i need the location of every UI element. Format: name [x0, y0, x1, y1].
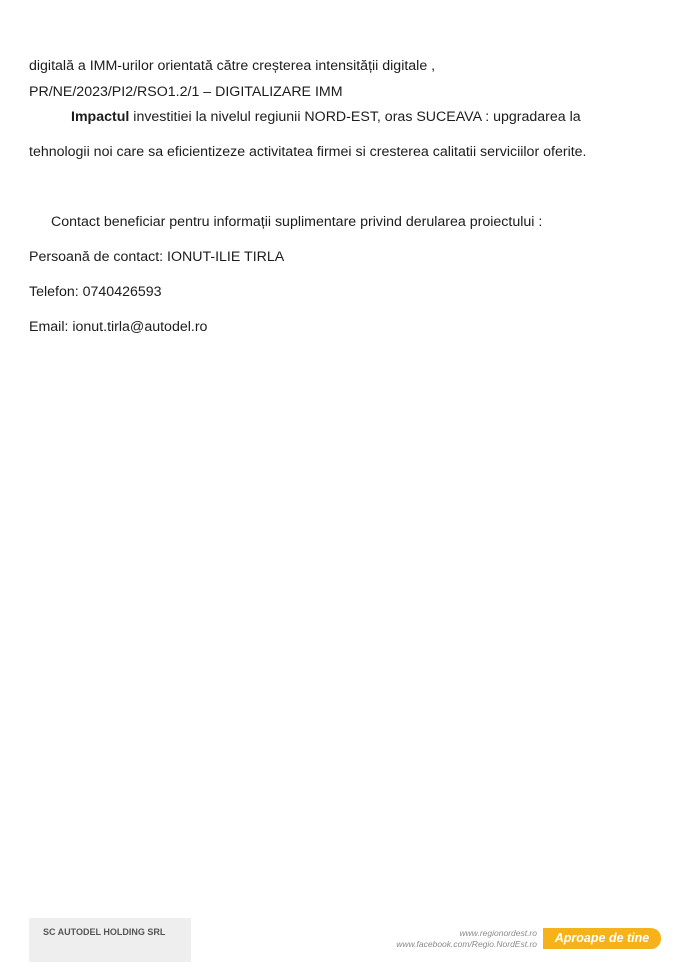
project-description-line: digitală a IMM-urilor orientată către creșterea intensității digitale ,	[29, 58, 436, 74]
contact-person: Persoană de contact: IONUT-ILIE TIRLA	[29, 249, 285, 265]
impact-text: investitiei la nivelul regiunii NORD-EST, oras SUCEAVA : upgradarea la	[129, 109, 581, 125]
impact-label: Impactul	[71, 109, 130, 125]
contact-heading: Contact beneficiar pentru informații suplimentare privind derularea proiectului :	[51, 214, 543, 230]
impact-paragraph	[71, 108, 581, 126]
facebook-link[interactable]: www.facebook.com/Regio.NordEst.ro	[396, 939, 537, 949]
contact-email: Email: ionut.tirla@autodel.ro	[29, 319, 208, 335]
company-footer-box	[29, 918, 191, 962]
contact-phone: Telefon: 0740426593	[29, 284, 162, 300]
company-name: SC AUTODEL HOLDING SRL	[43, 927, 166, 937]
slogan-badge: Aproape de tine	[543, 928, 661, 949]
project-code: PR/NE/2023/PI2/RSO1.2/1 – DIGITALIZARE IMM	[29, 84, 343, 100]
footer-links	[396, 928, 537, 950]
impact-continuation: tehnologii noi care sa eficientizeze activitatea firmei si cresterea calitatii serviciilor oferite.	[29, 144, 587, 160]
website-link[interactable]: www.regionordest.ro	[459, 928, 537, 938]
